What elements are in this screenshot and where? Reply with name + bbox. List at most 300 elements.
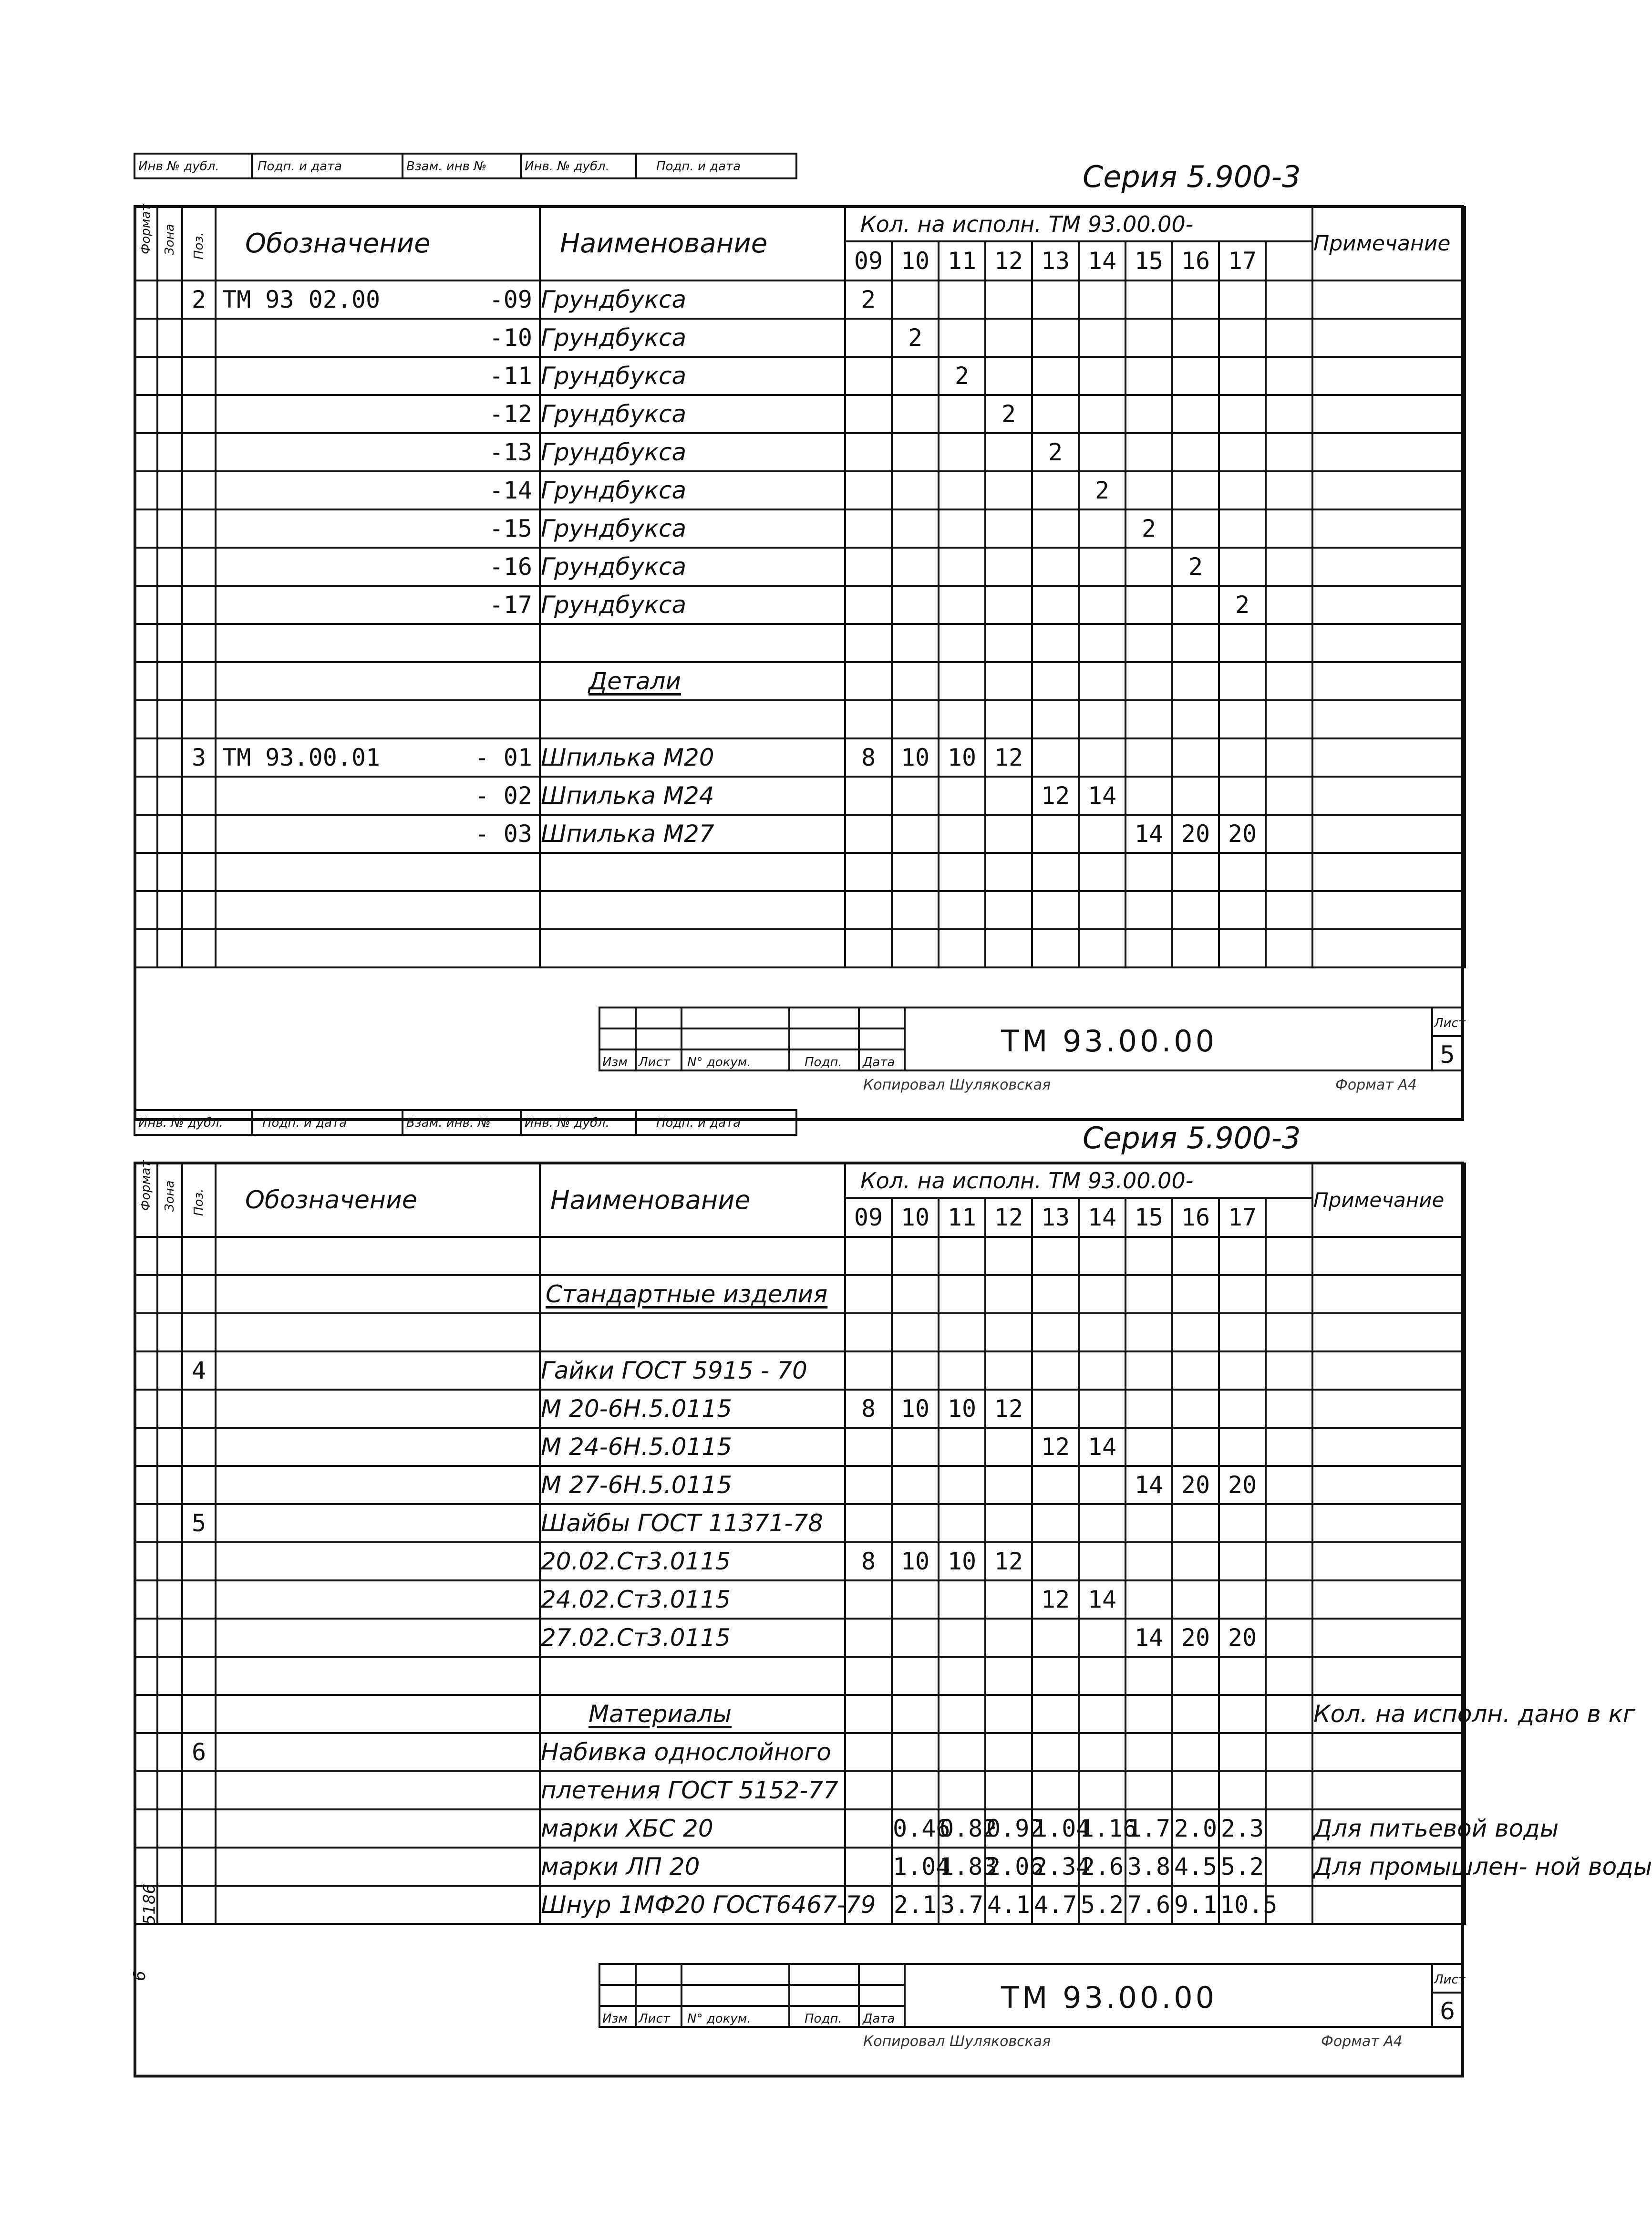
cell-qty-09	[845, 395, 892, 433]
col-16: 16	[1172, 241, 1219, 280]
cell-qty-14	[1079, 586, 1125, 624]
cell-qty-10	[892, 1466, 939, 1504]
cell-qty-11	[939, 280, 985, 319]
cell-designation	[216, 929, 540, 967]
cell-note	[1312, 853, 1465, 891]
cell-qty-17	[1219, 548, 1266, 586]
cell-qty-09	[845, 586, 892, 624]
item-name: марки ХБС 20	[541, 1815, 713, 1842]
cell-qty-16	[1172, 433, 1219, 471]
designation-code: ТМ 93 02.00	[222, 286, 381, 313]
table-row	[134, 1695, 1465, 1733]
cell-qty-16	[1172, 1695, 1219, 1733]
cell-qty-10	[892, 586, 939, 624]
cell-qty-13	[1032, 548, 1079, 586]
cell-qty-16	[1172, 1504, 1219, 1542]
cell-qty-10	[892, 662, 939, 700]
col-09: 09	[845, 1198, 892, 1237]
cell-qty-15	[1125, 891, 1172, 929]
tb-cell	[788, 1007, 860, 1029]
cell-qty-15	[1125, 280, 1172, 319]
cell-qty-15	[1125, 624, 1172, 662]
cell-designation	[216, 357, 540, 395]
cell-pos	[182, 586, 216, 624]
cell-qty-09	[845, 929, 892, 967]
cell-qty-10	[892, 433, 939, 471]
cell-format	[134, 700, 157, 738]
cell-zone	[157, 1848, 182, 1886]
cell-qty-17	[1219, 738, 1266, 777]
cell-designation	[216, 471, 540, 509]
cell-qty-12	[985, 1351, 1032, 1390]
cell-qty-12	[985, 1275, 1032, 1313]
table-row	[134, 700, 1465, 738]
col-12: 12	[985, 1198, 1032, 1237]
cell-designation	[216, 624, 540, 662]
cell-note	[1312, 586, 1465, 624]
cell-format	[134, 509, 157, 548]
tb-cell	[788, 1028, 860, 1050]
cell-note	[1312, 1390, 1465, 1428]
cell-qty-09	[845, 1619, 892, 1657]
tb-cell	[635, 1007, 682, 1029]
cell-format	[134, 777, 157, 815]
cell-note	[1312, 1657, 1465, 1695]
cell-format	[134, 1428, 157, 1466]
cell-qty-12	[985, 586, 1032, 624]
table-row	[134, 1275, 1465, 1313]
table-row	[134, 433, 1465, 471]
cell-zone	[157, 1695, 182, 1733]
cell-qty-13	[1032, 280, 1079, 319]
stamp-vzam-inv: Взам. инв. №	[402, 1109, 522, 1136]
cell-name	[540, 509, 845, 548]
section-title: Материалы	[589, 1700, 732, 1728]
col-09: 09	[845, 241, 892, 280]
cell-qty-17	[1219, 662, 1266, 700]
doc-code: ТМ 93.00.00	[1001, 1024, 1218, 1059]
stamp-inv-dubl: Инв. № дубл.	[134, 1109, 253, 1136]
cell-qty-empty	[1266, 1657, 1312, 1695]
cell-pos	[182, 471, 216, 509]
cell-designation	[216, 1809, 540, 1848]
cell-qty-empty	[1266, 357, 1312, 395]
cell-qty-empty	[1266, 929, 1312, 967]
cell-pos	[182, 1809, 216, 1848]
table-row	[134, 395, 1465, 433]
item-name: 20.02.Ст3.0115	[541, 1548, 731, 1575]
table-row	[134, 1619, 1465, 1657]
col-14: 14	[1079, 241, 1125, 280]
cell-qty-17	[1219, 1237, 1266, 1275]
cell-qty-13: 2.34	[1032, 1848, 1079, 1886]
cell-qty-10	[892, 509, 939, 548]
cell-designation	[216, 509, 540, 548]
tb-list: Лист	[635, 1049, 682, 1071]
cell-name	[540, 777, 845, 815]
header-qty: Кол. на исполн. ТМ 93.00.00-	[845, 207, 1312, 241]
cell-designation	[216, 1504, 540, 1542]
cell-zone	[157, 1351, 182, 1390]
cell-qty-09	[845, 1733, 892, 1771]
cell-qty-17: 20	[1219, 815, 1266, 853]
cell-name	[540, 548, 845, 586]
item-name: Шпилька М24	[541, 782, 714, 810]
cell-qty-15: 2	[1125, 509, 1172, 548]
table-header-row	[134, 207, 1465, 241]
cell-designation	[216, 1733, 540, 1771]
cell-qty-16	[1172, 319, 1219, 357]
item-name: Гайки ГОСТ 5915 - 70	[541, 1357, 807, 1384]
cell-qty-17	[1219, 319, 1266, 357]
cell-qty-10	[892, 1771, 939, 1809]
sheet-page-6	[130, 1109, 1652, 2077]
header-designation: Обозначение	[216, 207, 540, 280]
cell-qty-12: 12	[985, 738, 1032, 777]
cell-qty-13	[1032, 738, 1079, 777]
col-16: 16	[1172, 1198, 1219, 1237]
cell-name	[540, 357, 845, 395]
cell-qty-11	[939, 1504, 985, 1542]
col-10: 10	[892, 241, 939, 280]
col-10: 10	[892, 1198, 939, 1237]
table-row	[134, 1733, 1465, 1771]
cell-qty-empty	[1266, 1809, 1312, 1848]
cell-zone	[157, 1428, 182, 1466]
cell-qty-12: 0.92	[985, 1809, 1032, 1848]
cell-pos	[182, 1428, 216, 1466]
cell-zone	[157, 471, 182, 509]
tb-cell	[635, 1984, 682, 2007]
item-name: Грундбукса	[541, 400, 687, 428]
item-name: Грундбукса	[541, 591, 687, 619]
cell-pos	[182, 1237, 216, 1275]
cell-qty-09	[845, 319, 892, 357]
cell-qty-14	[1079, 662, 1125, 700]
cell-qty-09	[845, 1351, 892, 1390]
header-name: Наименование	[540, 207, 845, 280]
cell-qty-10	[892, 1275, 939, 1313]
cell-qty-empty	[1266, 777, 1312, 815]
cell-qty-14	[1079, 280, 1125, 319]
cell-qty-15	[1125, 662, 1172, 700]
tb-doc: N° докум.	[681, 2005, 790, 2028]
cell-designation	[216, 1542, 540, 1580]
cell-qty-17	[1219, 357, 1266, 395]
designation-variant: -10	[489, 324, 532, 352]
cell-zone	[157, 1580, 182, 1619]
cell-format	[134, 1809, 157, 1848]
cell-qty-15	[1125, 548, 1172, 586]
cell-qty-11	[939, 1580, 985, 1619]
cell-qty-16	[1172, 395, 1219, 433]
cell-qty-11: 2	[939, 357, 985, 395]
cell-qty-09	[845, 471, 892, 509]
cell-name	[540, 395, 845, 433]
doc-code: ТМ 93.00.00	[1001, 1980, 1218, 2015]
cell-qty-empty	[1266, 319, 1312, 357]
cell-note: Для питьевой воды	[1312, 1809, 1465, 1848]
cell-qty-12: 4.1	[985, 1886, 1032, 1924]
cell-qty-16	[1172, 471, 1219, 509]
cell-pos	[182, 929, 216, 967]
cell-qty-12	[985, 548, 1032, 586]
cell-format	[134, 395, 157, 433]
cell-zone	[157, 1504, 182, 1542]
cell-qty-16	[1172, 1237, 1219, 1275]
table-row	[134, 1237, 1465, 1275]
cell-qty-15	[1125, 1237, 1172, 1275]
cell-qty-11	[939, 1351, 985, 1390]
cell-name	[540, 929, 845, 967]
tb-cell	[635, 1963, 682, 1986]
stamp-sign-date-2: Подп. и дата	[635, 1109, 797, 1136]
cell-zone	[157, 662, 182, 700]
cell-pos	[182, 853, 216, 891]
cell-designation	[216, 548, 540, 586]
cell-qty-12	[985, 1313, 1032, 1351]
cell-qty-13: 2	[1032, 433, 1079, 471]
cell-zone	[157, 319, 182, 357]
cell-qty-09	[845, 1771, 892, 1809]
cell-qty-15	[1125, 1771, 1172, 1809]
item-name: плетения ГОСТ 5152-77	[541, 1776, 838, 1804]
cell-qty-13	[1032, 1733, 1079, 1771]
cell-qty-10	[892, 700, 939, 738]
cell-format	[134, 929, 157, 967]
table-row	[134, 815, 1465, 853]
table-row	[134, 1580, 1465, 1619]
cell-qty-16	[1172, 1351, 1219, 1390]
cell-format	[134, 1390, 157, 1428]
cell-zone	[157, 929, 182, 967]
table-row	[134, 662, 1465, 700]
cell-zone	[157, 738, 182, 777]
cell-pos: 5	[182, 1504, 216, 1542]
cell-designation	[216, 700, 540, 738]
cell-qty-09	[845, 1237, 892, 1275]
cell-qty-13	[1032, 700, 1079, 738]
cell-designation	[216, 891, 540, 929]
cell-qty-13	[1032, 471, 1079, 509]
cell-qty-11	[939, 700, 985, 738]
cell-format	[134, 433, 157, 471]
cell-qty-14	[1079, 1733, 1125, 1771]
cell-qty-17: 20	[1219, 1466, 1266, 1504]
cell-qty-11	[939, 433, 985, 471]
cell-name	[540, 1733, 845, 1771]
cell-qty-12	[985, 662, 1032, 700]
col-15: 15	[1125, 1198, 1172, 1237]
cell-qty-10	[892, 624, 939, 662]
cell-qty-15	[1125, 1390, 1172, 1428]
cell-qty-11	[939, 1619, 985, 1657]
cell-qty-17	[1219, 777, 1266, 815]
col-17: 17	[1219, 241, 1266, 280]
cell-qty-11	[939, 1466, 985, 1504]
cell-pos: 6	[182, 1733, 216, 1771]
cell-qty-16	[1172, 1390, 1219, 1428]
tb-doc: N° докум.	[681, 1049, 790, 1071]
cell-qty-14: 2.6	[1079, 1848, 1125, 1886]
cell-zone	[157, 1619, 182, 1657]
cell-qty-14	[1079, 1619, 1125, 1657]
cell-name	[540, 891, 845, 929]
cell-qty-empty	[1266, 509, 1312, 548]
cell-qty-15	[1125, 1695, 1172, 1733]
cell-qty-17	[1219, 1351, 1266, 1390]
cell-format	[134, 891, 157, 929]
cell-note	[1312, 1351, 1465, 1390]
cell-qty-12: 2.06	[985, 1848, 1032, 1886]
cell-qty-11	[939, 777, 985, 815]
cell-qty-empty	[1266, 853, 1312, 891]
cell-qty-16	[1172, 1313, 1219, 1351]
cell-pos	[182, 777, 216, 815]
cell-note	[1312, 1771, 1465, 1809]
cell-qty-09	[845, 1313, 892, 1351]
cell-qty-11	[939, 1733, 985, 1771]
table-row	[134, 1428, 1465, 1466]
stamp-inv-dubl: Инв № дубл.	[134, 153, 253, 179]
table-row	[134, 1809, 1465, 1848]
cell-format	[134, 586, 157, 624]
cell-qty-13	[1032, 395, 1079, 433]
header-designation: Обозначение	[216, 1163, 540, 1237]
cell-format	[134, 1313, 157, 1351]
cell-zone	[157, 1275, 182, 1313]
cell-pos	[182, 1619, 216, 1657]
cell-qty-15	[1125, 357, 1172, 395]
cell-qty-09	[845, 1580, 892, 1619]
cell-name	[540, 280, 845, 319]
cell-qty-17	[1219, 1733, 1266, 1771]
cell-qty-17	[1219, 853, 1266, 891]
cell-qty-17	[1219, 471, 1266, 509]
table-row	[134, 1657, 1465, 1695]
cell-qty-empty	[1266, 1771, 1312, 1809]
cell-note	[1312, 1733, 1465, 1771]
cell-qty-empty	[1266, 1275, 1312, 1313]
cell-qty-empty	[1266, 1619, 1312, 1657]
cell-qty-11	[939, 471, 985, 509]
cell-format	[134, 1466, 157, 1504]
designation-variant: -12	[489, 400, 532, 428]
cell-format	[134, 1504, 157, 1542]
col-13: 13	[1032, 241, 1079, 280]
section-title: Детали	[589, 667, 681, 695]
cell-qty-14	[1079, 319, 1125, 357]
cell-qty-10: 2	[892, 319, 939, 357]
cell-qty-12	[985, 1580, 1032, 1619]
cell-format	[134, 1275, 157, 1313]
cell-qty-15: 14	[1125, 1466, 1172, 1504]
sheet-number: 6	[1440, 1997, 1455, 2025]
tb-date: Дата	[858, 2005, 906, 2028]
cell-format	[134, 1542, 157, 1580]
cell-name	[540, 1275, 845, 1313]
cell-note	[1312, 1580, 1465, 1619]
cell-pos	[182, 395, 216, 433]
cell-qty-16: 20	[1172, 815, 1219, 853]
cell-note	[1312, 662, 1465, 700]
stamp-sign-date: Подп. и дата	[251, 153, 403, 179]
cell-qty-15	[1125, 1733, 1172, 1771]
cell-qty-12	[985, 1428, 1032, 1466]
cell-qty-15	[1125, 777, 1172, 815]
cell-designation	[216, 1580, 540, 1619]
cell-qty-14: 14	[1079, 1428, 1125, 1466]
cell-pos	[182, 662, 216, 700]
cell-qty-12	[985, 891, 1032, 929]
cell-qty-11	[939, 853, 985, 891]
tb-cell	[681, 1963, 790, 1986]
cell-note	[1312, 1504, 1465, 1542]
cell-qty-11	[939, 1695, 985, 1733]
cell-qty-empty	[1266, 624, 1312, 662]
cell-zone	[157, 853, 182, 891]
cell-pos	[182, 1848, 216, 1886]
cell-qty-10: 0.46	[892, 1809, 939, 1848]
sheet-page-5	[134, 153, 1464, 1121]
tb-cell	[681, 1984, 790, 2007]
section-title: Стандартные изделия	[546, 1280, 828, 1308]
designation-variant: - 02	[475, 782, 532, 810]
cell-qty-17	[1219, 929, 1266, 967]
table-row	[134, 1504, 1465, 1542]
cell-name	[540, 662, 845, 700]
cell-qty-16: 20	[1172, 1466, 1219, 1504]
cell-qty-12	[985, 1619, 1032, 1657]
tb-cell	[858, 1028, 906, 1050]
cell-qty-16	[1172, 700, 1219, 738]
cell-qty-10	[892, 1733, 939, 1771]
cell-note	[1312, 1542, 1465, 1580]
cell-note	[1312, 700, 1465, 738]
cell-qty-15: 7.6	[1125, 1886, 1172, 1924]
cell-qty-13	[1032, 1466, 1079, 1504]
cell-qty-13	[1032, 853, 1079, 891]
cell-qty-09	[845, 1657, 892, 1695]
cell-note	[1312, 624, 1465, 662]
cell-format	[134, 319, 157, 357]
cell-note	[1312, 319, 1465, 357]
cell-qty-09	[845, 433, 892, 471]
header-name: Наименование	[540, 1163, 845, 1237]
cell-qty-15: 3.8	[1125, 1848, 1172, 1886]
cell-qty-09	[845, 1809, 892, 1848]
cell-note	[1312, 1313, 1465, 1351]
col-17: 17	[1219, 1198, 1266, 1237]
cell-name	[540, 1351, 845, 1390]
cell-note: Кол. на исполн. дано в кг	[1312, 1695, 1465, 1733]
cell-format	[134, 471, 157, 509]
cell-designation	[216, 1619, 540, 1657]
cell-qty-15: 1.7	[1125, 1809, 1172, 1848]
cell-qty-15	[1125, 929, 1172, 967]
cell-pos: 2	[182, 280, 216, 319]
cell-designation	[216, 1390, 540, 1428]
cell-format	[134, 815, 157, 853]
cell-note	[1312, 357, 1465, 395]
tb-cell	[599, 1984, 637, 2007]
cell-qty-10	[892, 1695, 939, 1733]
tb-cell	[788, 1963, 860, 1986]
cell-name	[540, 1504, 845, 1542]
tb-cell	[599, 1963, 637, 1986]
tb-sign: Подп.	[788, 1049, 860, 1071]
cell-zone	[157, 548, 182, 586]
